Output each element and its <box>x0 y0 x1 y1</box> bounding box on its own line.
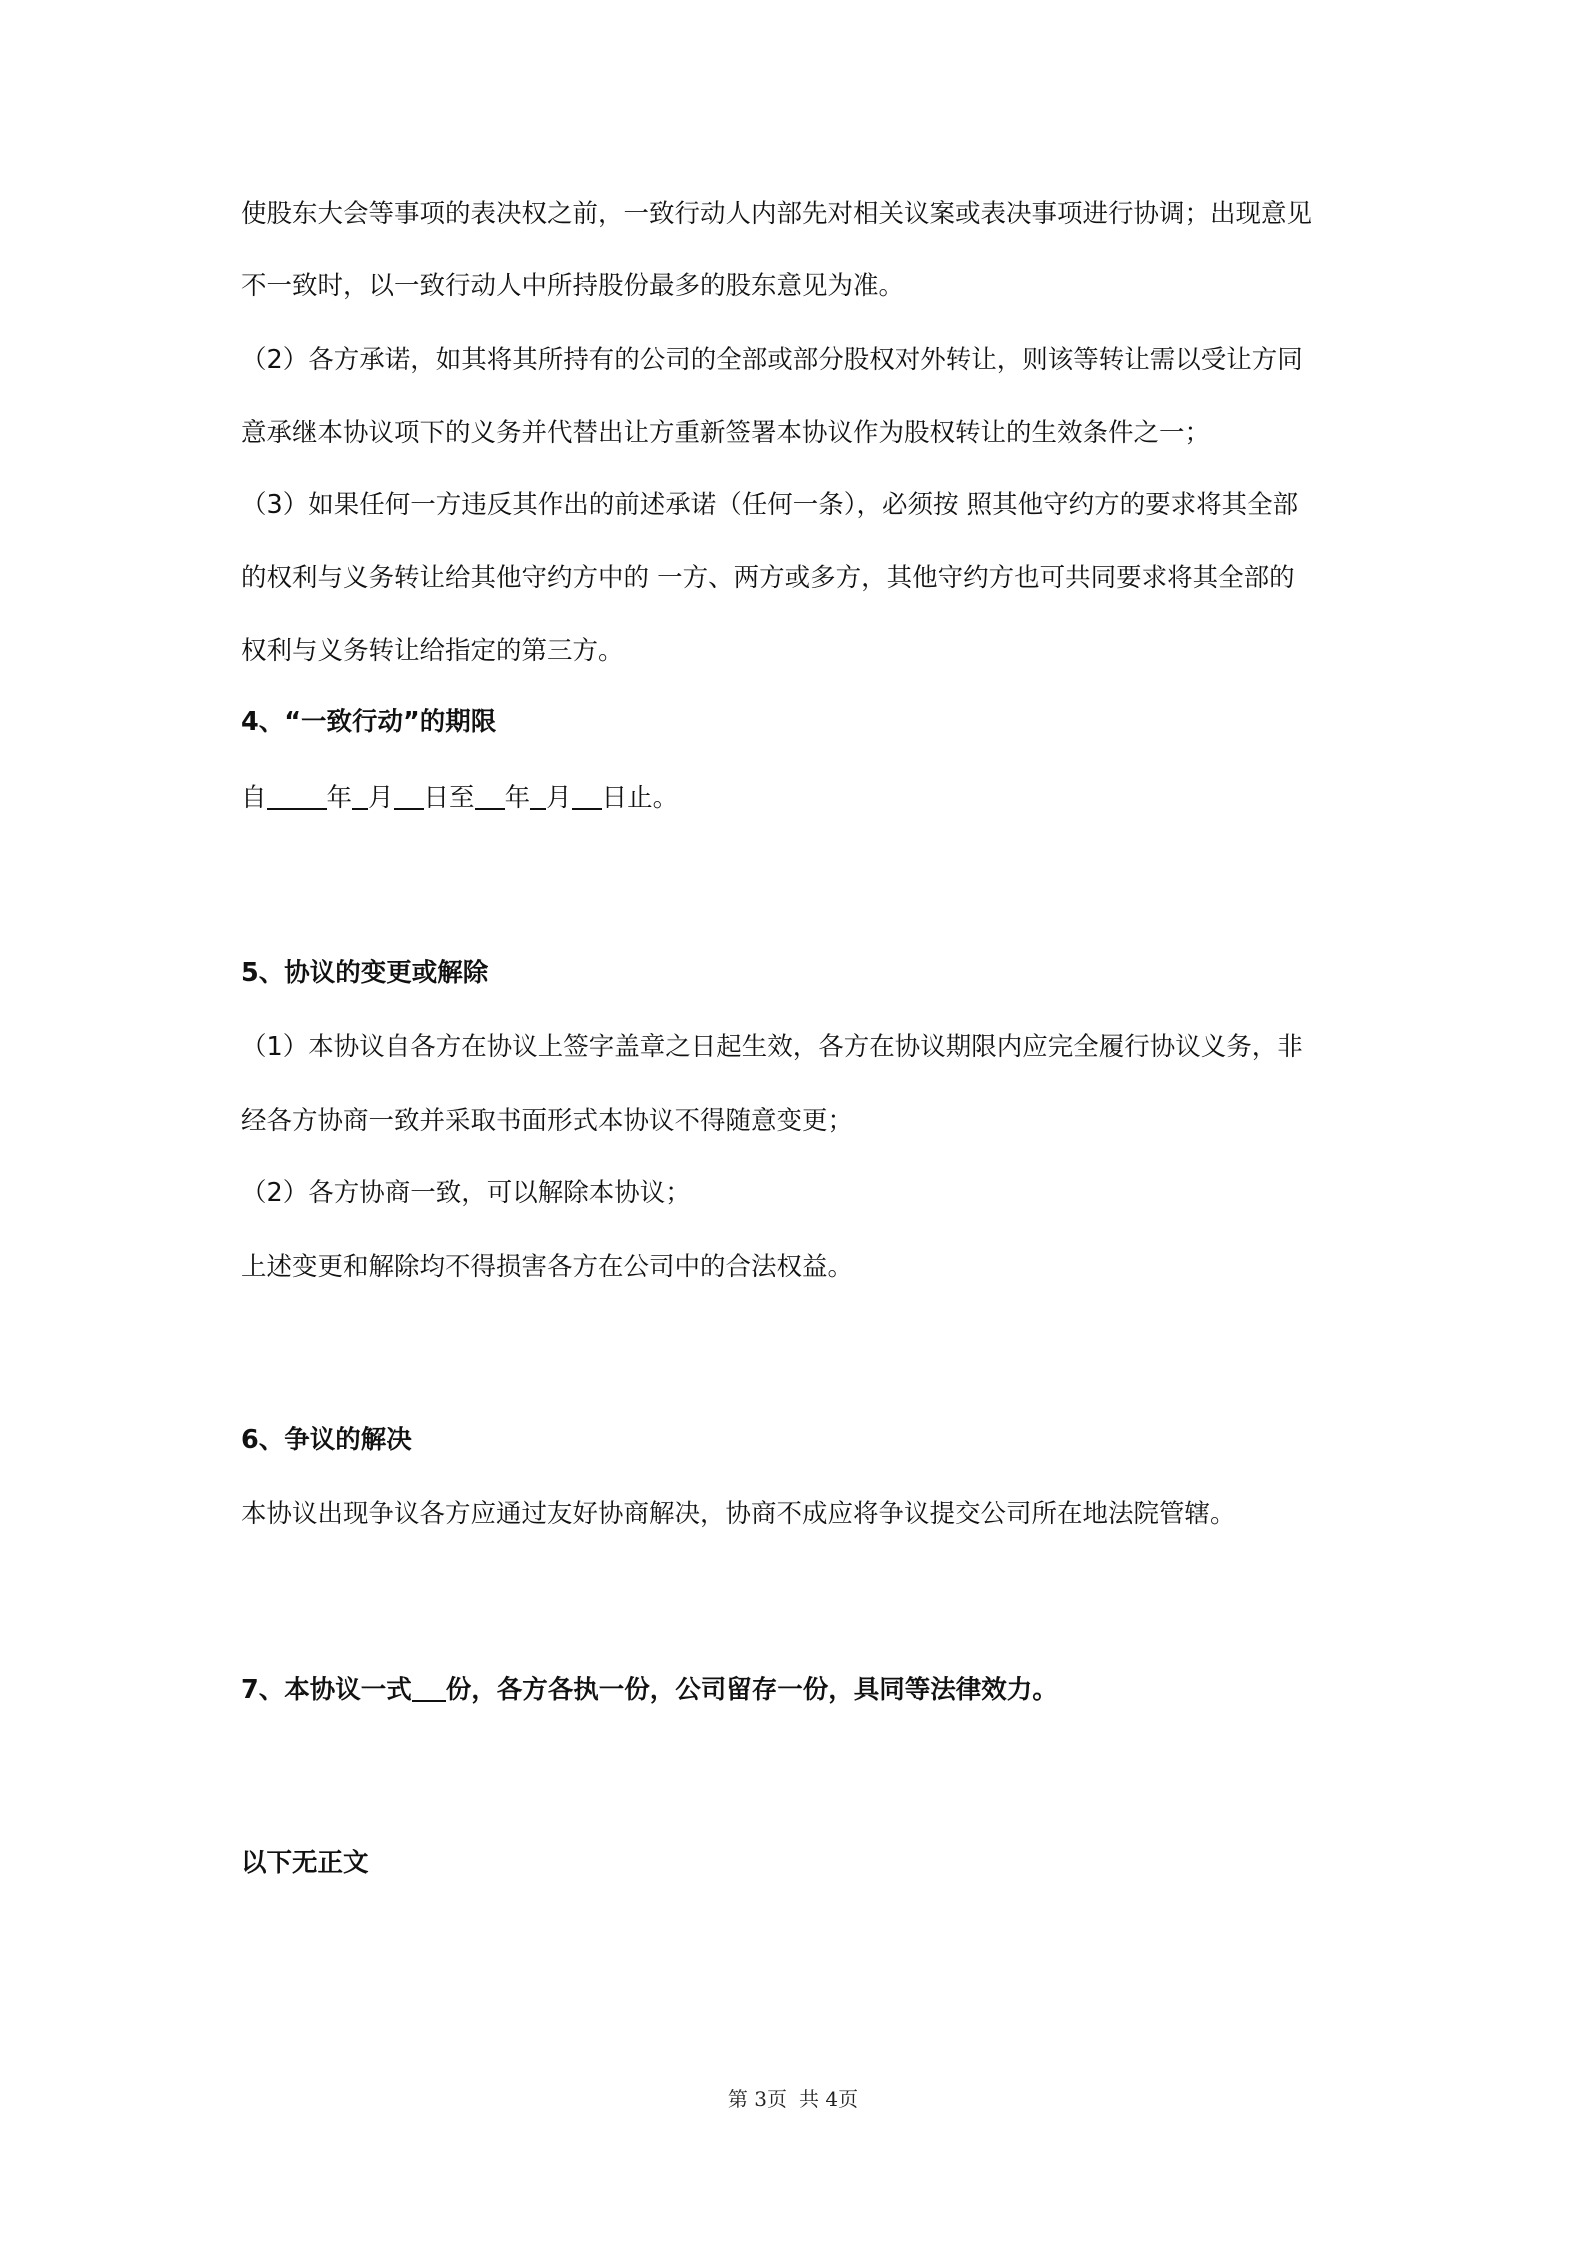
day-blank <box>394 782 424 810</box>
section-heading: 4、“一致行动”的期限 <box>241 707 497 737</box>
year-label: 年 <box>504 783 531 813</box>
year-label: 年 <box>326 783 353 813</box>
paragraph-line: 本协议出现争议各方应通过友好协商解决，协商不成应将争议提交公司所在地法院管辖。 <box>241 1499 1236 1529</box>
paragraph-line: 的权利与义务转让给其他守约方中的 一方、两方或多方，其他守约方也可共同要求将其全部的 <box>241 563 1295 593</box>
section-heading: 6、争议的解决 <box>241 1425 412 1455</box>
month-label: 月 <box>368 783 394 813</box>
year-blank <box>475 782 505 810</box>
period-prefix: 自 <box>241 783 267 813</box>
paragraph-line: 上述变更和解除均不得损害各方在公司中的合法权益。 <box>241 1252 854 1282</box>
month-label: 月 <box>546 783 572 813</box>
paragraph-line: 使股东大会等事项的表决权之前，一致行动人内部先对相关议案或表决事项进行协调；出现意见 <box>241 199 1313 229</box>
copies-suffix: 份，各方各执一份，公司留存一份，具同等法律效力。 <box>445 1675 1058 1705</box>
paragraph-line: 经各方协商一致并采取书面形式本协议不得随意变更； <box>241 1106 854 1136</box>
period-line <box>241 778 1361 818</box>
day-label: 日至 <box>423 783 475 813</box>
paragraph-line: 权利与义务转让给指定的第三方。 <box>241 636 624 666</box>
year-blank <box>267 782 327 810</box>
section-heading <box>241 1670 1361 1710</box>
closing-text: 以下无正文 <box>241 1848 369 1878</box>
copies-blank <box>412 1674 446 1702</box>
page-footer <box>0 2083 1586 2112</box>
paragraph-line: （2）各方协商一致，可以解除本协议； <box>241 1178 691 1208</box>
paragraph-line: （3）如果任何一方违反其作出的前述承诺（任何一条），必须按 照其他守约方的要求将其全部 <box>241 490 1299 520</box>
page-number: 第 3页 <box>727 2087 787 2111</box>
paragraph-line: 意承继本协议项下的义务并代替出让方重新签署本协议作为股权转让的生效条件之一； <box>241 418 1211 448</box>
section-heading: 5、协议的变更或解除 <box>241 958 489 988</box>
paragraph-line: （1）本协议自各方在协议上签字盖章之日起生效，各方在协议期限内应完全履行协议义务，非 <box>241 1032 1303 1062</box>
copies-prefix: 7、本协议一式 <box>241 1675 412 1705</box>
month-blank <box>352 782 368 810</box>
paragraph-line: 不一致时，以一致行动人中所持股份最多的股东意见为准。 <box>241 271 905 301</box>
paragraph-line: （2）各方承诺，如其将其所持有的公司的全部或部分股权对外转让，则该等转让需以受让方同 <box>241 345 1303 375</box>
page-total: 共 4页 <box>799 2087 859 2111</box>
day-label: 日止。 <box>601 783 679 813</box>
day-blank <box>572 782 602 810</box>
month-blank <box>530 782 546 810</box>
